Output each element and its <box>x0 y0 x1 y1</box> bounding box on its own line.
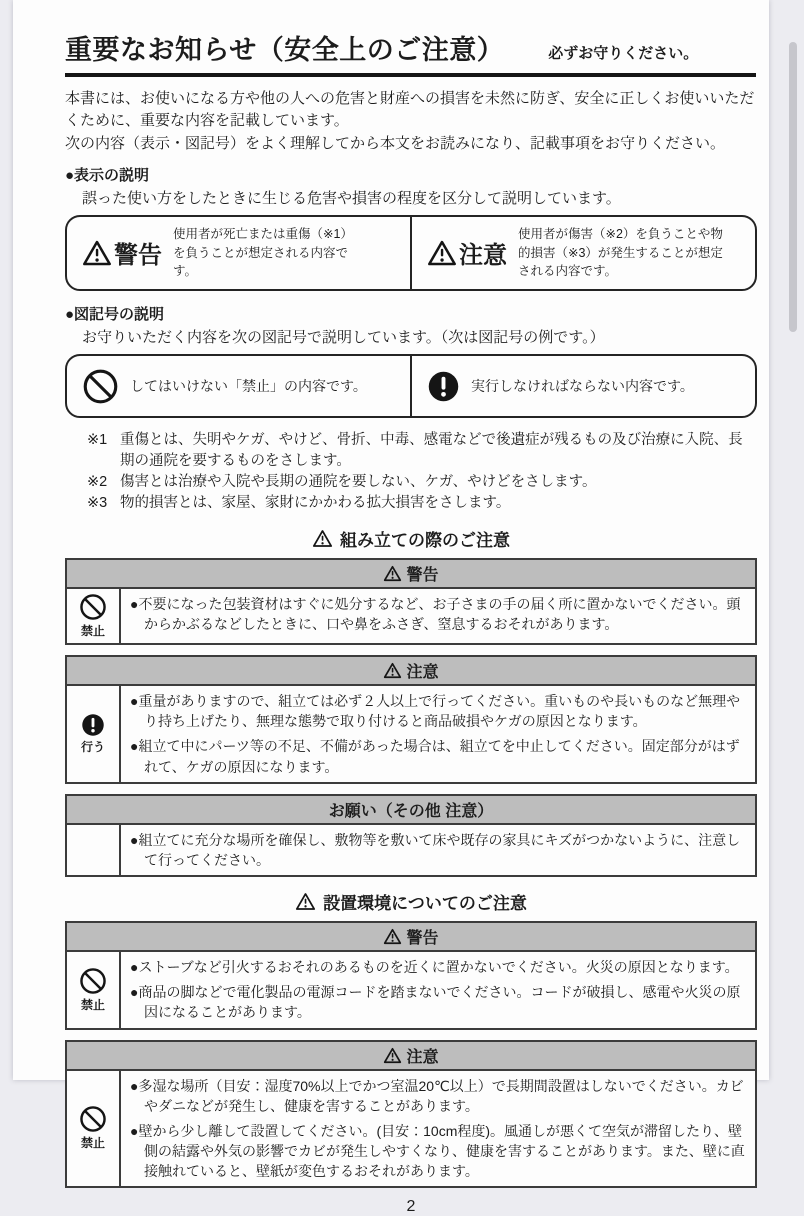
prohibition-icon <box>79 967 107 995</box>
notice-item: ●壁から少し離して設置してください。(目安：10cm程度)。風通しが悪くて空気が滞留したり、壁側の結露や外気の影響でカビが発生しやすくなり、健康を害することがあります。また、壁に直接触れていると、壁紙が変色するおそれがあります。 <box>130 1122 745 1180</box>
symbol-explanation-description: お守りいただく内容を次の図記号で説明しています。（次は図記号の例です。） <box>82 329 605 347</box>
table-row <box>67 825 755 875</box>
icon-label: 禁止 <box>80 997 105 1012</box>
assembly-request-table <box>65 794 757 877</box>
prohibition-icon <box>82 368 119 405</box>
prohibition-cell <box>67 589 121 643</box>
icon-label: 禁止 <box>80 1136 105 1151</box>
footnote-1 <box>87 430 757 472</box>
display-explanation-description: 誤った使い方をしたときに生じる危害や損害の程度を区分して説明しています。 <box>82 189 621 207</box>
warning-signal-word <box>82 235 162 270</box>
footnote-text: 傷害とは治療や入院や長期の通院を要しない、ケガ、やけどをさします。 <box>120 474 597 491</box>
page-subtitle: 必ずお守りください。 <box>548 44 699 62</box>
icon-label: 禁止 <box>80 624 105 639</box>
notice-text-cell <box>121 589 755 643</box>
warning-definition-cell <box>67 217 410 289</box>
mandatory-icon <box>427 370 460 403</box>
footnote-3 <box>87 493 757 514</box>
table-header-caution <box>67 1042 755 1071</box>
table-header-label: 注意 <box>406 664 439 682</box>
notice-text-cell <box>121 1071 755 1187</box>
warning-triangle-icon <box>312 529 333 548</box>
footnote-text: 物的損害とは、家屋、家財にかかわる拡大損害をさします。 <box>120 495 511 512</box>
table-row <box>67 952 755 1027</box>
table-header-label: 警告 <box>406 567 439 585</box>
footnote-2 <box>87 472 757 493</box>
notice-text-cell <box>121 825 755 875</box>
table-header-label: 警告 <box>406 930 439 948</box>
installation-caution-table <box>65 1040 757 1189</box>
icon-label: 行う <box>80 739 105 754</box>
table-row <box>67 1071 755 1187</box>
table-header-caution <box>67 657 755 686</box>
footnote-text: 重傷とは、失明やケガ、やけど、骨折、中毒、感電などで後遺症が残るもの及び治療に入院、長期の通院を要するものをさします。 <box>120 432 743 470</box>
prohibition-symbol-cell <box>67 356 410 416</box>
footnote-label: ※2 <box>87 474 108 491</box>
table-header-warning <box>67 923 755 952</box>
caution-definition-text: 使用者が傷害（※2）を負うことや物的損害（※3）が発生することが想定される内容です。 <box>518 226 723 279</box>
table-header-label: 注意 <box>406 1048 439 1066</box>
warning-triangle-icon <box>427 239 457 267</box>
caution-definition-cell <box>410 217 755 289</box>
display-explanation-heading: ●表示の説明 <box>65 166 150 184</box>
empty-icon-cell <box>67 825 121 875</box>
title-divider <box>65 73 756 77</box>
title-row <box>65 36 757 66</box>
prohibition-icon <box>79 1105 107 1133</box>
notice-item: ●商品の脚などで電化製品の電源コードを踏まないでください。コードが破損し、感電や火災の原因になることがあります。 <box>130 984 741 1021</box>
manual-page <box>13 0 769 1216</box>
notice-item: ●多湿な場所（目安：湿度70%以上でかつ室温20℃以上）で長期間設置はしないでください。カビやダニなどが発生し、健康を害することがあります。 <box>130 1077 744 1114</box>
table-header-request <box>67 796 755 825</box>
assembly-section-title-text: 組み立ての際のご注意 <box>340 531 510 551</box>
caution-signal-word <box>427 235 507 270</box>
prohibition-icon <box>79 593 107 621</box>
intro-paragraph-2: 次の内容（表示・図記号）をよく理解してから本文をお読みになり、記載事項をお守りください。 <box>65 134 726 152</box>
signal-words-box <box>65 215 757 291</box>
caution-label: 注意 <box>459 242 507 270</box>
footnote-label: ※1 <box>87 432 108 449</box>
footnote-label: ※3 <box>87 495 108 512</box>
mandatory-icon <box>81 713 105 737</box>
warning-triangle-icon <box>383 928 402 945</box>
table-header-label: お願い（その他 注意） <box>328 802 494 820</box>
table-row <box>67 686 755 782</box>
prohibition-symbol-text: してはいけない「禁止」の内容です。 <box>130 378 367 395</box>
mandatory-symbol-text: 実行しなければならない内容です。 <box>471 378 694 395</box>
page-number: 2 <box>406 1198 416 1216</box>
warning-triangle-icon <box>383 565 402 582</box>
warning-triangle-icon <box>82 239 112 267</box>
installation-warning-table <box>65 921 757 1029</box>
mandatory-cell <box>67 686 121 782</box>
assembly-warning-table <box>65 558 757 645</box>
warning-label: 警告 <box>114 242 162 270</box>
page-content <box>13 0 769 1216</box>
notice-item: ●ストーブなど引火するおそれのあるものを近くに置かないでください。火災の原因となります。 <box>130 959 739 976</box>
installation-section-title-text: 設置環境についてのご注意 <box>323 894 527 914</box>
page-title: 重要なお知らせ（安全上のご注意） <box>65 35 505 65</box>
symbol-explanation-heading: ●図記号の説明 <box>65 306 165 324</box>
notice-item: ●重量がありますので、組立ては必ず２人以上で行ってください。重いものや長いものなど無理やり持ち上げたり、無理な態勢で取り付けると商品破損やケガの原因となります。 <box>130 693 741 730</box>
intro-paragraph-1: 本書には、お使いになる方や他の人への危害と財産への損害を未然に防ぎ、安全に正しくお使いいただくために、重要な内容を記載しています。 <box>65 89 755 129</box>
table-row <box>67 589 755 643</box>
prohibition-cell <box>67 952 121 1027</box>
notice-item: ●組立てに充分な場所を確保し、敷物等を敷いて床や既存の家具にキズがつかないように、注意して行ってください。 <box>130 831 741 868</box>
notice-text-cell <box>121 952 755 1027</box>
footnotes <box>65 430 757 514</box>
notice-text-cell <box>121 686 755 782</box>
assembly-caution-table <box>65 655 757 784</box>
table-header-warning <box>67 560 755 589</box>
notice-item: ●組立て中にパーツ等の不足、不備があった場合は、組立てを中止してください。固定部分がはずれて、ケガの原因になります。 <box>130 738 740 775</box>
warning-triangle-icon <box>295 892 316 911</box>
notice-item: ●不要になった包装資材はすぐに処分するなど、お子さまの手の届く所に置かないでください。頭からかぶるなどしたときに、口や鼻をふさぎ、窒息するおそれがあります。 <box>130 596 741 633</box>
installation-section-title <box>65 889 757 914</box>
warning-triangle-icon <box>383 1047 402 1064</box>
assembly-section-title <box>65 526 757 551</box>
warning-definition-text: 使用者が死亡または重傷（※1）を負うことが想定される内容です。 <box>173 226 353 279</box>
prohibition-cell <box>67 1071 121 1187</box>
symbols-box <box>65 354 757 418</box>
mandatory-symbol-cell <box>410 356 755 416</box>
warning-triangle-icon <box>383 662 402 679</box>
scrollbar-thumb[interactable] <box>789 42 797 332</box>
